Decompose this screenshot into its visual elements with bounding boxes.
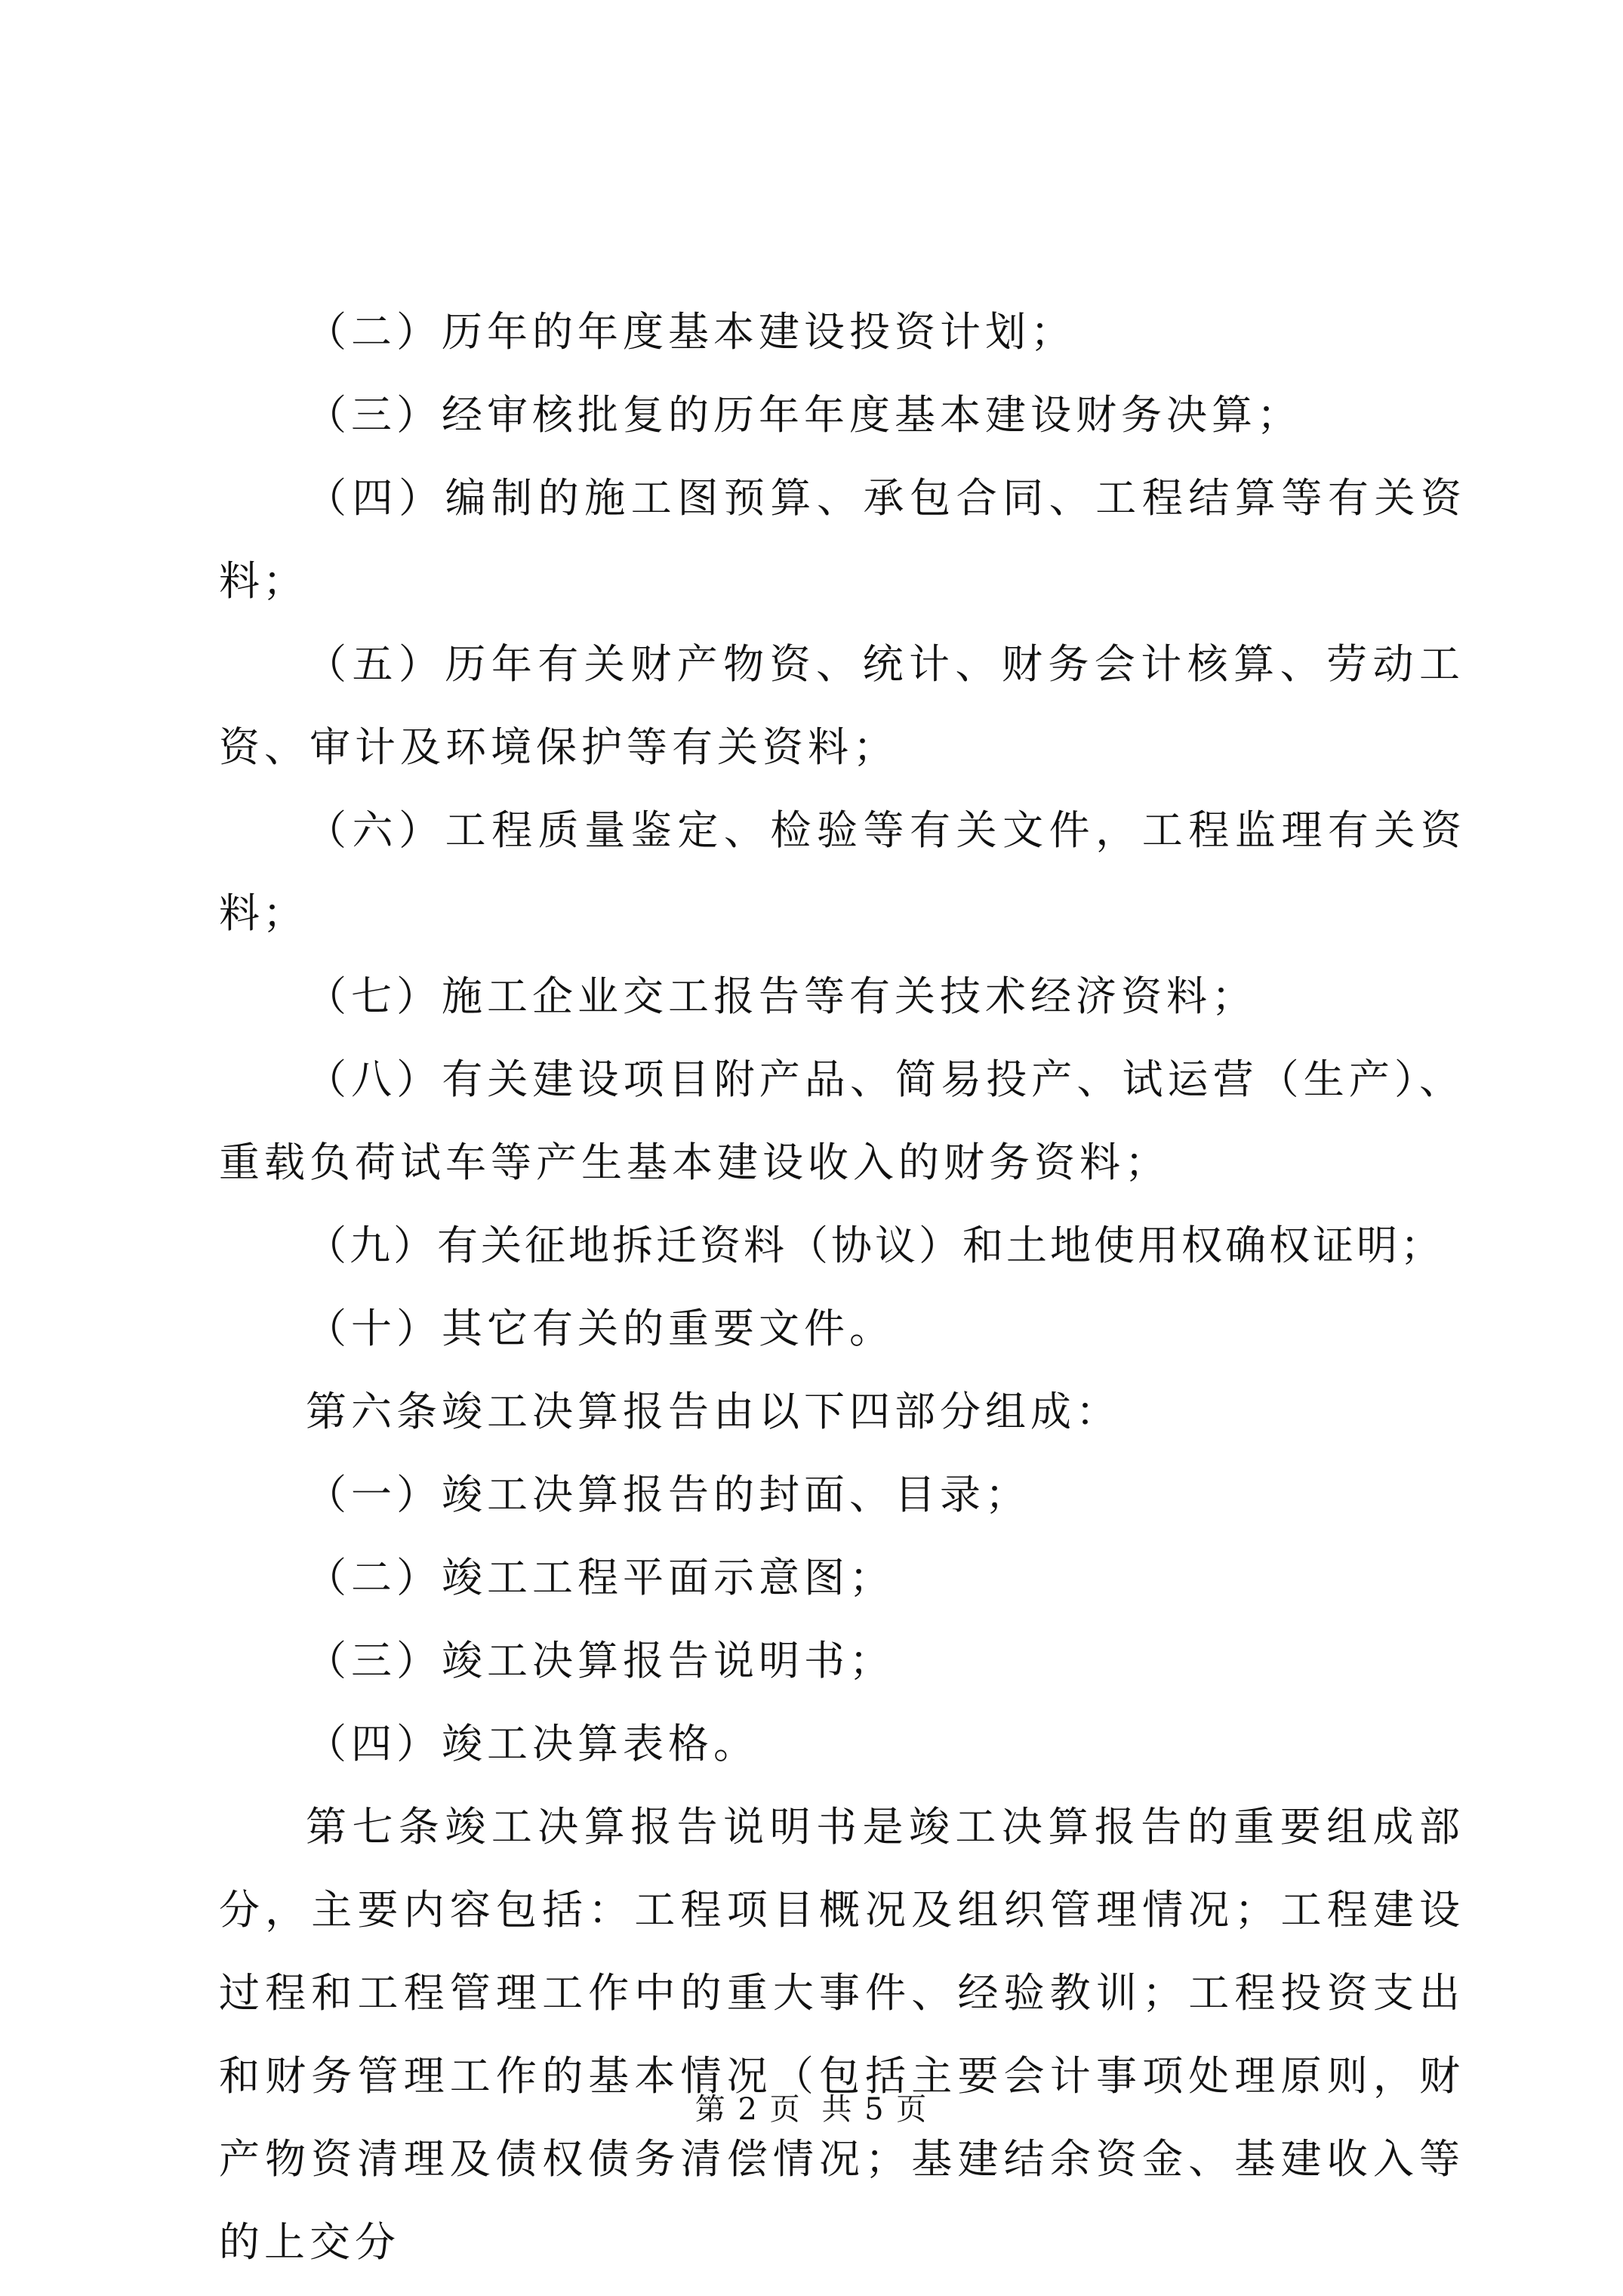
paragraph-item-3: （三）经审核批复的历年年度基本建设财务决算； bbox=[306, 391, 1302, 439]
paragraph-item-2: （二）历年的年度基本建设投资计划； bbox=[306, 308, 1076, 356]
article-6-item-2: （二）竣工工程平面示意图； bbox=[306, 1554, 895, 1601]
article-6-item-4: （四）竣工决算表格。 bbox=[306, 1720, 759, 1767]
paragraph-item-4: （四）编制的施工图预算、承包合同、工程结算等有关资料； bbox=[219, 474, 1464, 605]
article-6-item-3: （三）竣工决算报告说明书； bbox=[306, 1637, 895, 1684]
article-6-heading: 第六条竣工决算报告由以下四部分组成： bbox=[306, 1388, 1121, 1435]
paragraph-item-9: （九）有关征地拆迁资料（协议）和土地使用权确权证明； bbox=[306, 1222, 1444, 1269]
paragraph-item-5: （五）历年有关财产物资、统计、财务会计核算、劳动工资、审计及环境保护等有关资料； bbox=[219, 640, 1464, 771]
page-number: 第 2 页 bbox=[694, 2092, 802, 2127]
article-6-item-1: （一）竣工决算报告的封面、目录； bbox=[306, 1471, 1030, 1518]
paragraph-item-10: （十）其它有关的重要文件。 bbox=[306, 1305, 895, 1352]
paragraph-item-8: （八）有关建设项目附产品、简易投产、试运营（生产）、重载负荷试车等产生基本建设收入的财务资料； bbox=[219, 1056, 1464, 1186]
paragraph-item-6: （六）工程质量鉴定、检验等有关文件，工程监理有关资料； bbox=[219, 806, 1464, 937]
document-body bbox=[219, 291, 1464, 2284]
page-total: 共 5 页 bbox=[821, 2092, 929, 2127]
page-footer bbox=[0, 2085, 1623, 2128]
paragraph-item-7: （七）施工企业交工报告等有关技术经济资料； bbox=[306, 972, 1257, 1020]
article-7-paragraph: 第七条竣工决算报告说明书是竣工决算报告的重要组成部分，主要内容包括：工程项目概况及组织管理情况；工程建设过程和工程管理工作中的重大事件、经验教训；工程投资支出和财务管理工作的基本情况（包括主要会计事项处理原则，财产物资清理及债权债务清偿情况；基建结余资金、基建收入等的上交分 bbox=[219, 1803, 1464, 2266]
